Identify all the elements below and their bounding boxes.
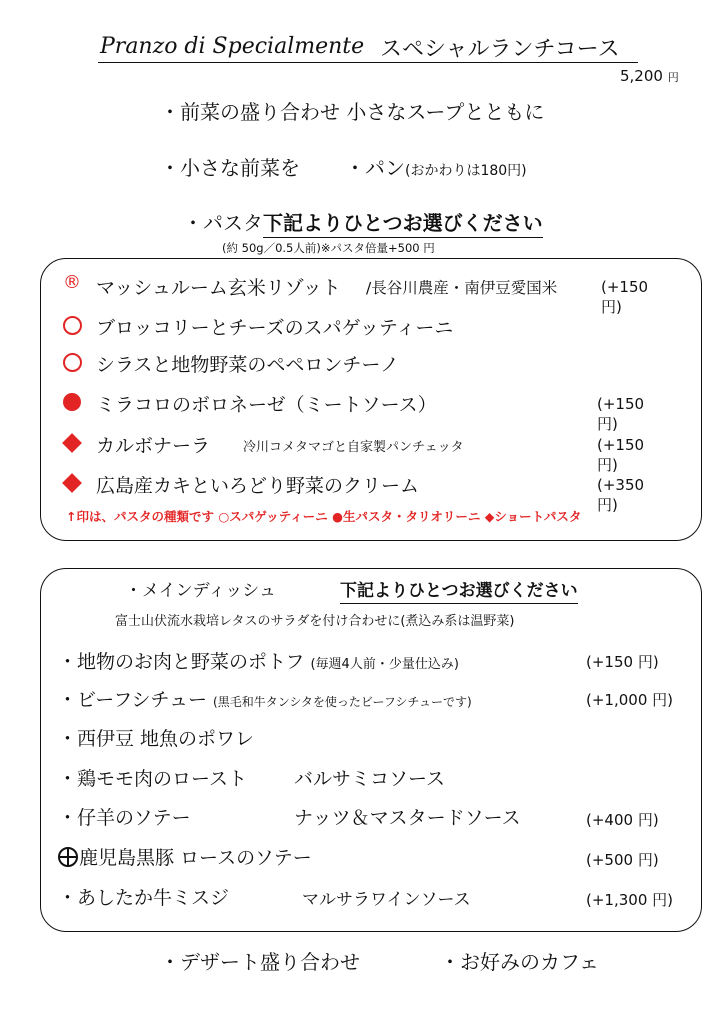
main-item bbox=[58, 647, 459, 674]
pasta-item-name: ブロッコリーとチーズのスパゲッティーニ bbox=[96, 317, 454, 339]
pasta-item-addon: (+150 円) bbox=[601, 278, 649, 316]
dessert-line: ・デザート盛り合わせ bbox=[160, 950, 360, 974]
course-price bbox=[620, 67, 679, 85]
antipasto-line: ・前菜の盛り合わせ 小さなスープとともに bbox=[160, 100, 545, 124]
title-italian: Pranzo di Specialmente bbox=[100, 34, 365, 59]
diamond-icon bbox=[62, 473, 82, 493]
title-japanese: スペシャルランチコース bbox=[380, 37, 620, 62]
small-antipasto-line: ・小さな前菜を bbox=[160, 156, 300, 180]
main-item-addon: (+1,300 円) bbox=[586, 891, 673, 909]
filled-circle-icon bbox=[63, 393, 81, 411]
bread-line bbox=[345, 152, 527, 181]
pasta-options-box bbox=[40, 258, 702, 541]
pasta-label: ・パスタ bbox=[183, 211, 263, 235]
pasta-item-name: 広島産カキといろどり野菜のクリーム bbox=[96, 475, 420, 497]
pasta-item-name: ミラコロのボロネーゼ（ミートソース） bbox=[96, 394, 437, 416]
main-label: ・メインディッシュ bbox=[125, 581, 276, 601]
main-item-addon: (+150 円) bbox=[586, 653, 659, 671]
pasta-item-addon: (+150 円) bbox=[597, 395, 645, 433]
main-item-sauce: マルサラワインソース bbox=[302, 890, 471, 910]
main-salad-note: 富士山伏流水栽培レタスのサラダを付け合わせに(煮込み系は温野菜) bbox=[115, 614, 515, 629]
main-item-sauce: バルサミコソース bbox=[294, 768, 446, 790]
price-value: 5,200 bbox=[620, 67, 663, 85]
main-item bbox=[58, 883, 229, 910]
main-item-name: ・西伊豆 地魚のポワレ bbox=[58, 728, 255, 750]
open-circle-icon bbox=[63, 316, 82, 335]
main-item-name: ・仔羊のソテー bbox=[58, 807, 191, 829]
pasta-item-addon: (+150 円) bbox=[597, 436, 645, 474]
main-item-name: ・鶏モモ肉のロースト bbox=[58, 768, 248, 790]
price-unit: 円 bbox=[667, 71, 679, 84]
pasta-item-detail: /長谷川農産・南伊豆愛国米 bbox=[366, 279, 558, 297]
pasta-item-name: マッシュルーム玄米リゾット bbox=[96, 277, 341, 299]
cafe-line: ・お好みのカフェ bbox=[440, 950, 599, 974]
main-item bbox=[58, 724, 254, 751]
pasta-portion-note: (約 50g／0.5人前)※パスタ倍量+500 円 bbox=[222, 241, 435, 255]
main-item bbox=[58, 764, 247, 791]
pasta-item-addon: (+350 円) bbox=[597, 476, 645, 514]
main-item-name: 鹿児島黒豚 ロースのソテー bbox=[79, 847, 312, 869]
main-item-addon: (+1,000 円) bbox=[586, 691, 673, 709]
main-item-addon: (+500 円) bbox=[586, 851, 659, 869]
open-circle-icon bbox=[63, 353, 82, 372]
main-item-name: ・地物のお肉と野菜のポトフ bbox=[58, 651, 305, 673]
pasta-header bbox=[183, 207, 543, 236]
risotto-r-icon: ® bbox=[63, 272, 81, 293]
pasta-legend: ↑印は、パスタの種類です ○スパゲッティーニ ●生パスタ・タリオリーニ ◆ショートパスタ bbox=[66, 509, 582, 524]
crossed-circle-icon bbox=[58, 847, 78, 867]
main-item-detail: (毎週4人前・少量仕込み) bbox=[310, 657, 459, 672]
pasta-item-name: シラスと地物野菜のペペロンチーノ bbox=[96, 354, 400, 376]
main-item-addon: (+400 円) bbox=[586, 811, 659, 829]
main-item bbox=[58, 685, 472, 712]
main-item-name: ・あしたか牛ミスジ bbox=[58, 887, 230, 909]
main-item bbox=[58, 843, 312, 870]
main-choose-label: 下記よりひとつお選びください bbox=[340, 581, 578, 604]
bread-label: ・パン bbox=[345, 156, 405, 180]
main-item-detail: (黒毛和牛タンシタを使ったビーフシチューです) bbox=[213, 695, 472, 709]
main-item bbox=[58, 803, 191, 830]
pasta-item-detail: 冷川コメタマゴと自家製パンチェッタ bbox=[243, 440, 464, 455]
main-item-sauce: ナッツ＆マスタードソース bbox=[294, 807, 521, 829]
pasta-item-name: カルボナーラ bbox=[96, 435, 211, 457]
main-item-name: ・ビーフシチュー bbox=[58, 689, 207, 711]
pasta-choose-text: 下記よりひとつお選びください bbox=[263, 211, 543, 238]
diamond-icon bbox=[62, 433, 82, 453]
main-choose-text bbox=[340, 576, 578, 601]
bread-note: (おかわりは180円) bbox=[405, 163, 527, 179]
